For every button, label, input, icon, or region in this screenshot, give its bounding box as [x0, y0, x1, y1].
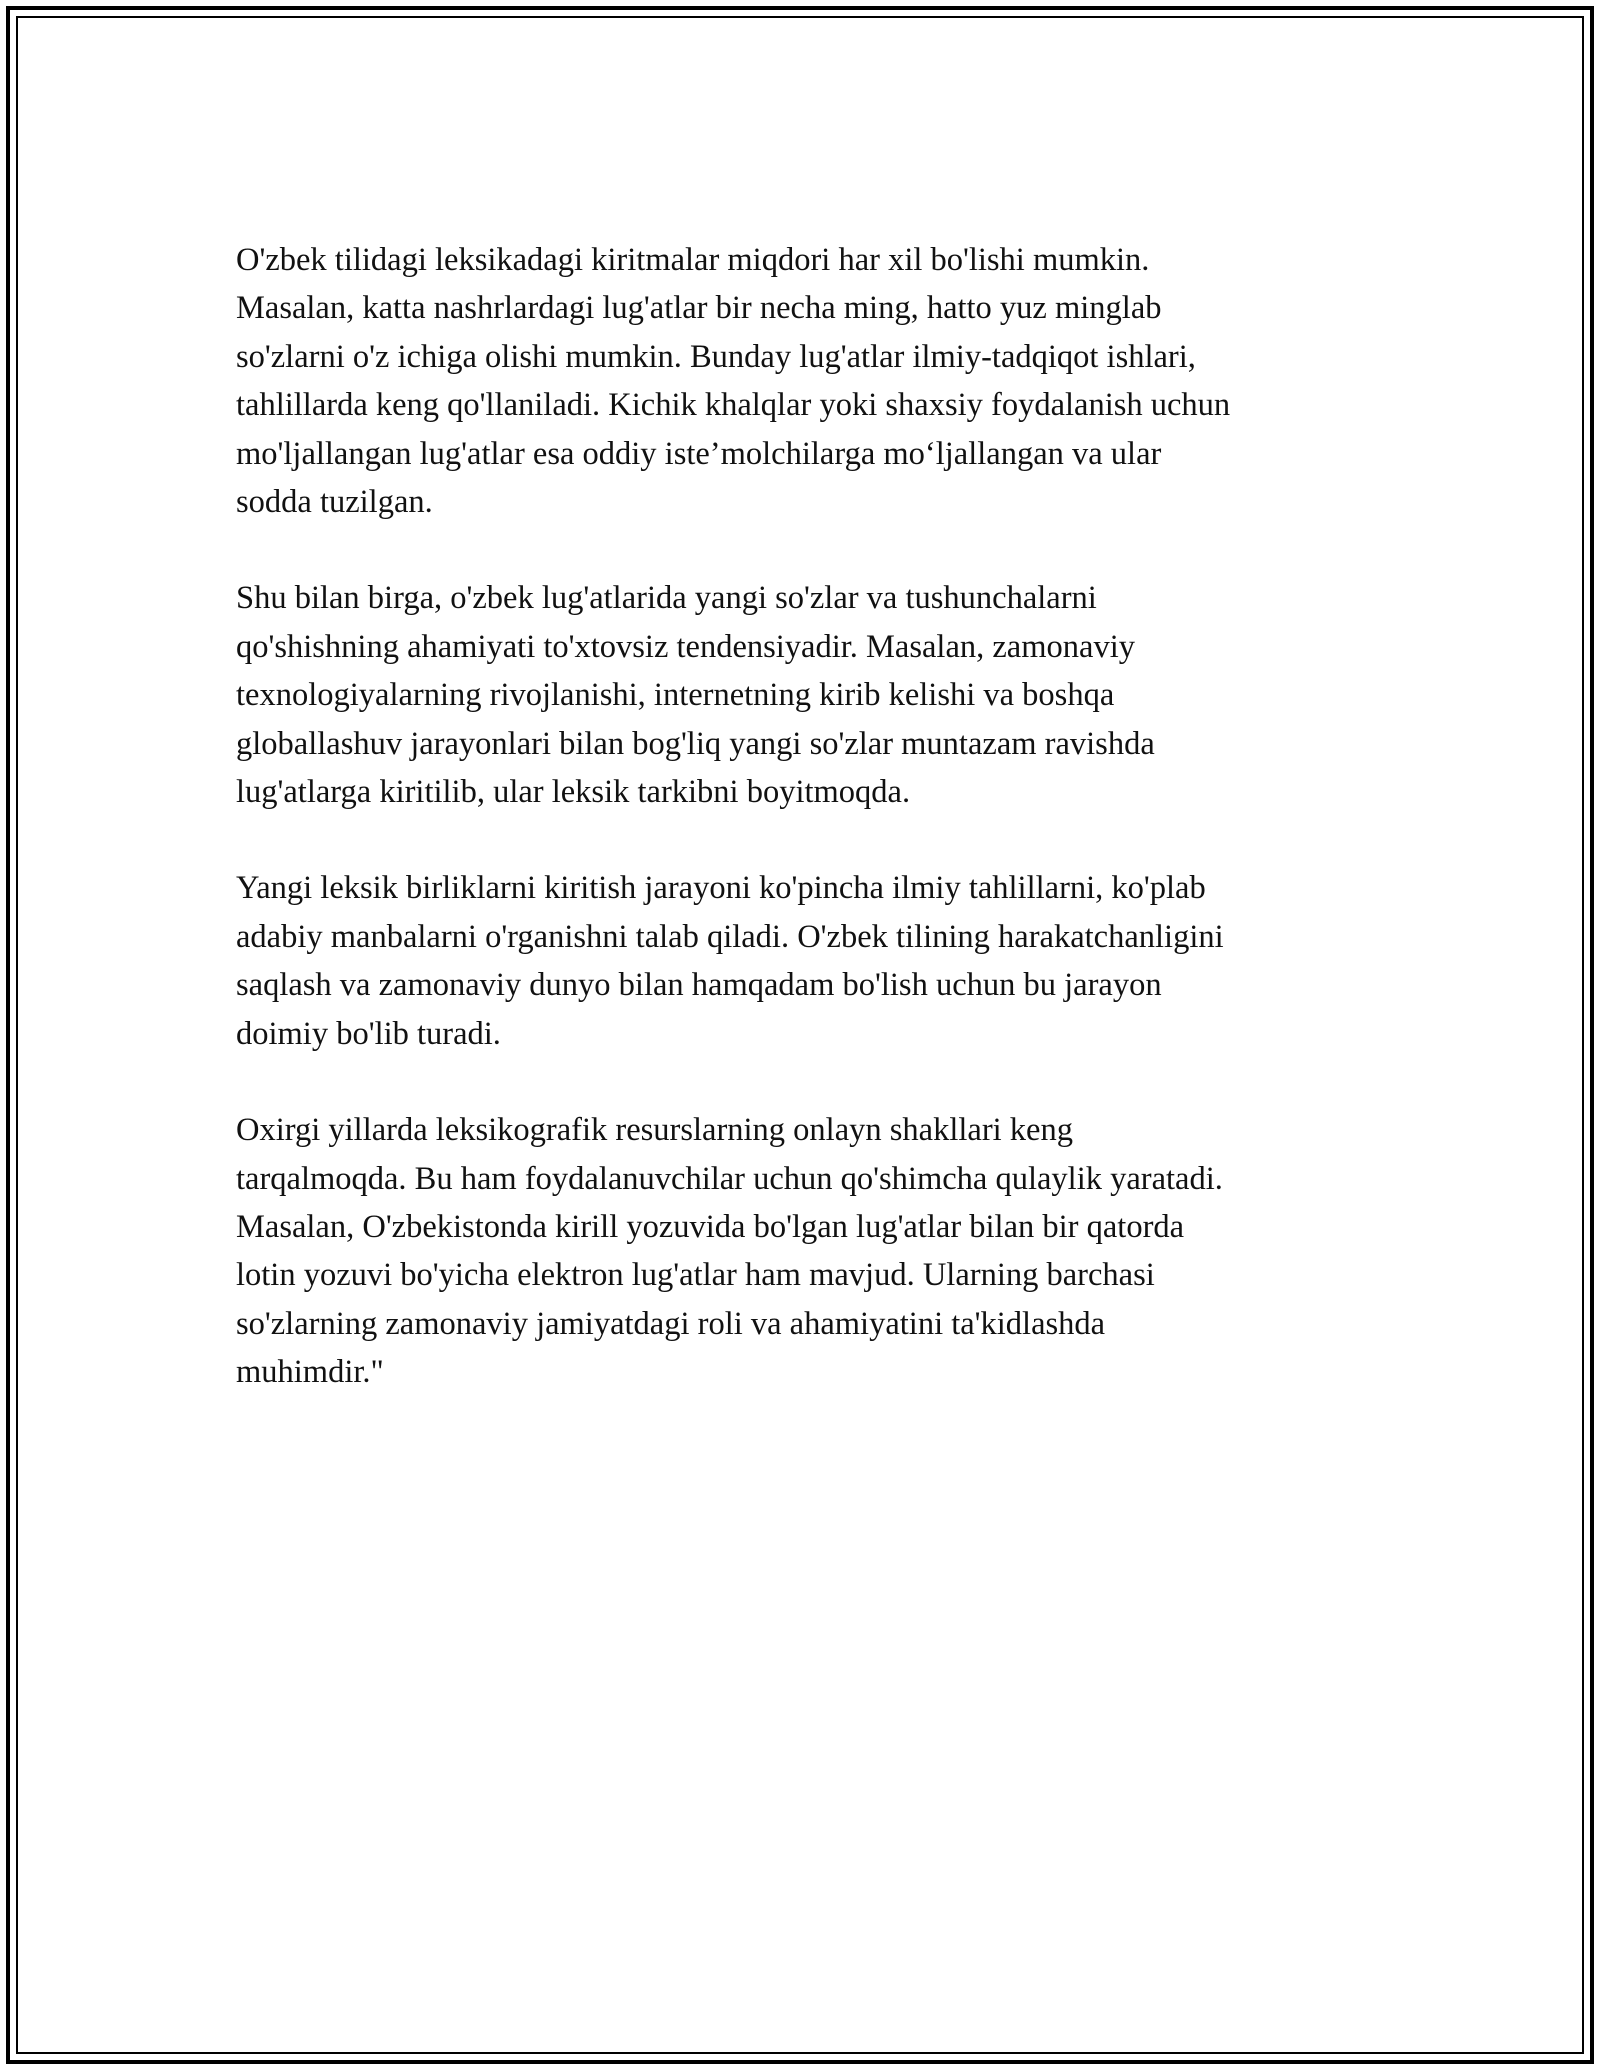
text-line: lug'atlarga kiritilib, ular leksik tarkibni boyitmoqda. — [236, 774, 911, 811]
text-line: mo'ljallangan lug'atlar esa oddiy iste’molchilarga mo‘ljallangan va ular — [236, 435, 1162, 472]
text-line: sodda tuzilgan. — [236, 484, 433, 521]
text-line: Oxirgi yillarda leksikografik resurslarning onlayn shakllari keng — [236, 1112, 1073, 1149]
text-line: muhimdir." — [236, 1354, 384, 1391]
text-line: so'zlarni o'z ichiga olishi mumkin. Bunday lug'atlar ilmiy-tadqiqot ishlari, — [236, 338, 1196, 375]
text-line: Yangi leksik birliklarni kiritish jarayoni ko'pincha ilmiy tahlillarni, ko'plab — [236, 870, 1206, 907]
text-line: tarqalmoqda. Bu ham foydalanuvchilar uchun qo'shimcha qulaylik yaratadi. — [236, 1160, 1223, 1197]
text-line: texnologiyalarning rivojlanishi, internetning kirib kelishi va boshqa — [236, 677, 1115, 714]
document-body — [236, 236, 1376, 1445]
text-line: adabiy manbalarni o'rganishni talab qiladi. O'zbek tilining harakatchanligini — [236, 918, 1224, 955]
paragraph-4 — [236, 1106, 1376, 1396]
text-line: tahlillarda keng qo'llaniladi. Kichik khalqlar yoki shaxsiy foydalanish uchun — [236, 387, 1231, 424]
text-line: doimiy bo'lib turadi. — [236, 1015, 501, 1052]
text-line: globallashuv jarayonlari bilan bog'liq yangi so'zlar muntazam ravishda — [236, 725, 1155, 762]
paragraph-3 — [236, 864, 1376, 1058]
text-line: Shu bilan birga, o'zbek lug'atlarida yangi so'zlar va tushunchalarni — [236, 580, 1097, 617]
text-line: O'zbek tilidagi leksikadagi kiritmalar miqdori har xil bo'lishi mumkin. — [236, 242, 1150, 278]
text-line: qo'shishning ahamiyati to'xtovsiz tendensiyadir. Masalan, zamonaviy — [236, 628, 1135, 665]
text-line: lotin yozuvi bo'yicha elektron lug'atlar ham mavjud. Ularning barchasi — [236, 1257, 1155, 1294]
text-line: saqlash va zamonaviy dunyo bilan hamqadam bo'lish uchun bu jarayon — [236, 967, 1162, 1004]
paragraph-1 — [236, 236, 1376, 526]
text-line: Masalan, O'zbekistonda kirill yozuvida bo'lgan lug'atlar bilan bir qatorda — [236, 1208, 1185, 1245]
text-line: so'zlarning zamonaviy jamiyatdagi roli va ahamiyatini ta'kidlashda — [236, 1305, 1106, 1342]
text-line: Masalan, katta nashrlardagi lug'atlar bir necha ming, hatto yuz minglab — [236, 290, 1162, 327]
paragraph-2 — [236, 574, 1376, 816]
